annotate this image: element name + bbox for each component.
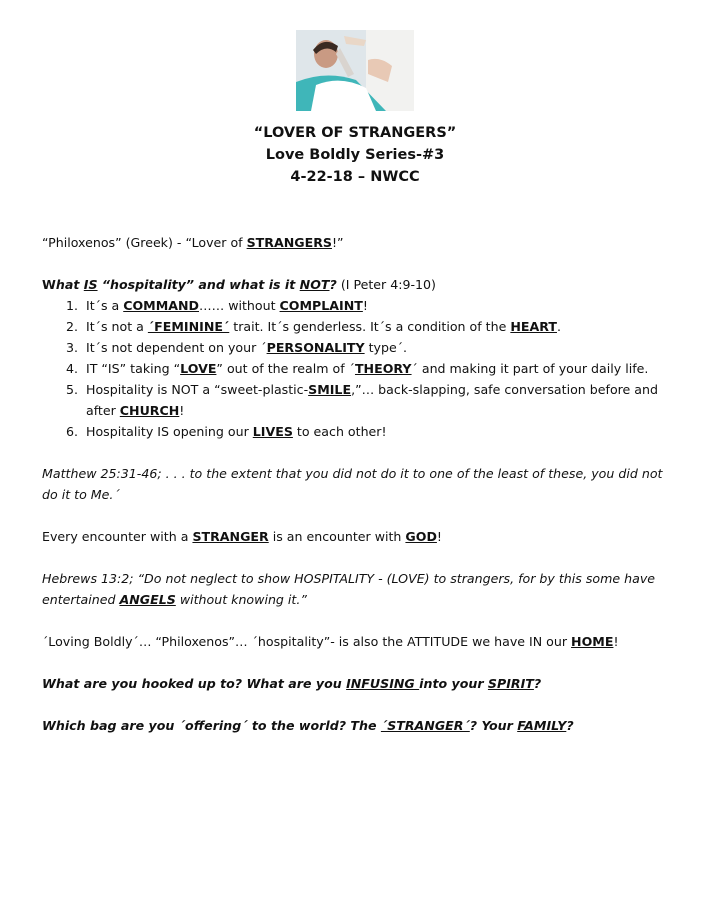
- list-item: 5. Hospitality is NOT a “sweet-plastic-SMILE,”… back-slapping, safe conversation before and after CHURCH!: [82, 379, 682, 421]
- patient-photo: [296, 30, 414, 111]
- matthew-quote: Matthew 25:31-46; . . . to the extent that you did not do it to one of the least of these, you did not do it to Me.´: [42, 466, 663, 502]
- sermon-heading: [0, 122, 710, 188]
- philoxenos-definition: “Philoxenos” (Greek) - “Lover of STRANGERS!”: [42, 235, 344, 250]
- bag-question: Which bag are you ´offering´ to the world? The ´STRANGER´? Your FAMILY?: [42, 718, 574, 733]
- list-item: 3. It´s not dependent on your ´PERSONALITY type´.: [82, 337, 682, 358]
- hebrews-quote: Hebrews 13:2; “Do not neglect to show HOSPITALITY - (LOVE) to strangers, for by this some have entertained ANGELS without knowing it.”: [42, 571, 656, 607]
- list-item: 1. It´s a COMMAND…… without COMPLAINT!: [82, 295, 682, 316]
- hospitality-question: What IS “hospitality” and what is it NOT? (I Peter 4:9-10): [42, 277, 436, 292]
- list-item: 4. IT “IS” taking “LOVE” out of the realm of ´THEORY´ and making it part of your daily life.: [82, 358, 682, 379]
- hooked-up-question: What are you hooked up to? What are you INFUSING into your SPIRIT?: [42, 676, 542, 691]
- series-subtitle: Love Boldly Series-#3: [265, 147, 445, 163]
- list-item: 2. It´s not a ´FEMININE´ trait. It´s genderless. It´s a condition of the HEART.: [82, 316, 682, 337]
- date-line: 4-22-18 – NWCC: [290, 169, 420, 185]
- loving-boldly-statement: ´Loving Boldly´… “Philoxenos”… ´hospitality”- is also the ATTITUDE we have IN our HOME!: [42, 634, 619, 649]
- sermon-title: “LOVER OF STRANGERS”: [253, 125, 457, 141]
- list-item: 6. Hospitality IS opening our LIVES to each other!: [82, 421, 682, 442]
- sermon-body: [42, 232, 682, 736]
- hospitality-list: [42, 295, 682, 442]
- hospital-patient-illustration: [296, 30, 414, 111]
- encounter-statement: Every encounter with a STRANGER is an encounter with GOD!: [42, 529, 442, 544]
